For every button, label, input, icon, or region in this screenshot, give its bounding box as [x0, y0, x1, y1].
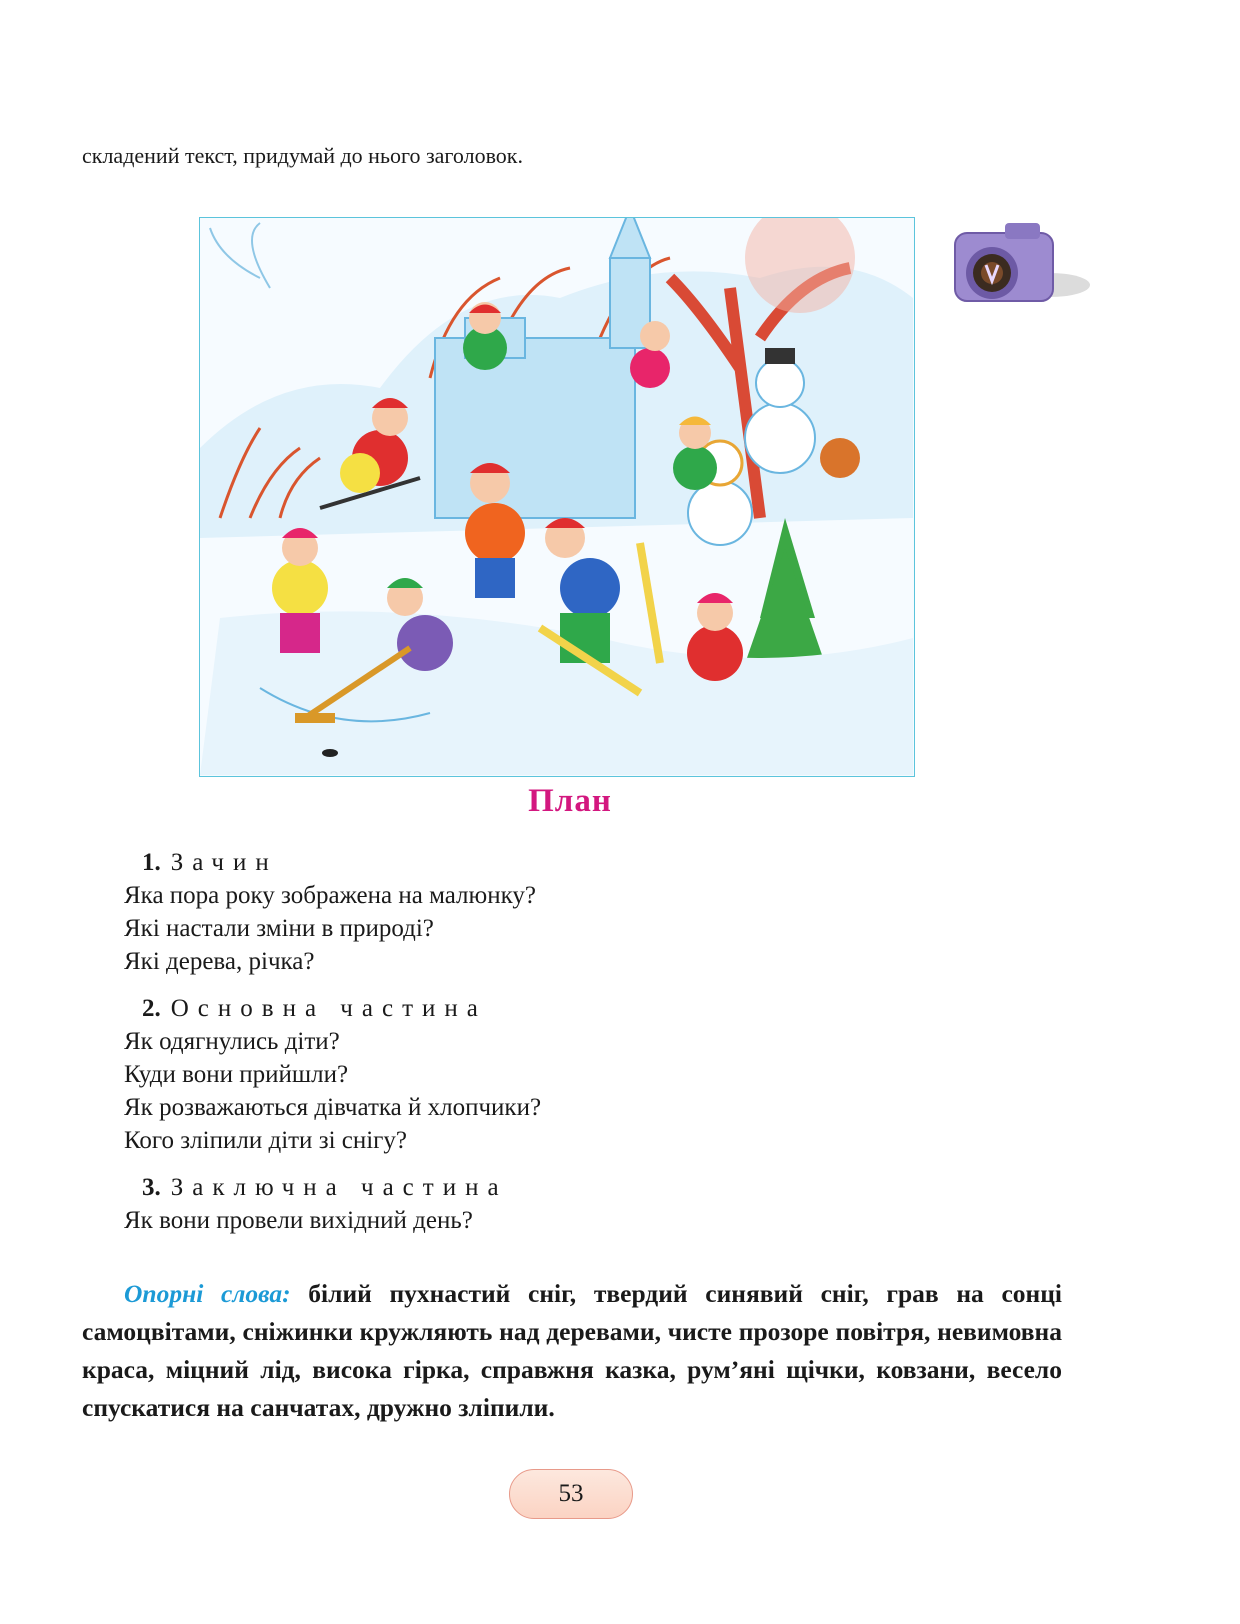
section-heading: Заключна частина [170, 1174, 508, 1201]
section-heading: Зачин [170, 849, 278, 876]
question: Яка пора року зображена на малюнку? [124, 882, 536, 909]
question: Які настали зміни в природі? [124, 915, 434, 942]
support-words [82, 1275, 1062, 1427]
support-words-text: білий пухнастий сніг, твердий синявий сніг, грав на сонці самоцвітами, сніжинки кружляють над деревами, чисте прозоре повітря, невимовна краса, міцний лід, висока гірка, справжня казка, рум’яні щічки, ковзани, весело спускатися на санчатах, дружно зліпили. [82, 1279, 1062, 1422]
question: Куди вони прийшли? [124, 1061, 349, 1088]
section-number: 1. [142, 849, 161, 876]
question: Як одягнулись діти? [124, 1028, 340, 1055]
intro-text-line: складений текст, придумай до нього заголовок. [82, 143, 523, 168]
plan-section-2 [124, 992, 541, 1157]
section-number: 2. [142, 995, 161, 1022]
winter-illustration [199, 217, 915, 777]
section-heading: Основна частина [170, 995, 487, 1022]
support-words-label: Опорні слова: [124, 1279, 291, 1308]
plan-list [124, 846, 541, 1251]
plan-title: План [528, 783, 612, 819]
question: Які дерева, річка? [124, 948, 315, 975]
question: Як вони провели вихідний день? [124, 1207, 473, 1234]
plan-section-1 [124, 846, 541, 978]
section-number: 3. [142, 1174, 161, 1201]
question: Кого зліпили діти зі снігу? [124, 1127, 408, 1154]
question: Як розважаються дівчатка й хлопчики? [124, 1094, 542, 1121]
plan-section-3 [124, 1171, 541, 1237]
camera-icon [950, 215, 1095, 315]
page-number: 53 [509, 1469, 633, 1519]
